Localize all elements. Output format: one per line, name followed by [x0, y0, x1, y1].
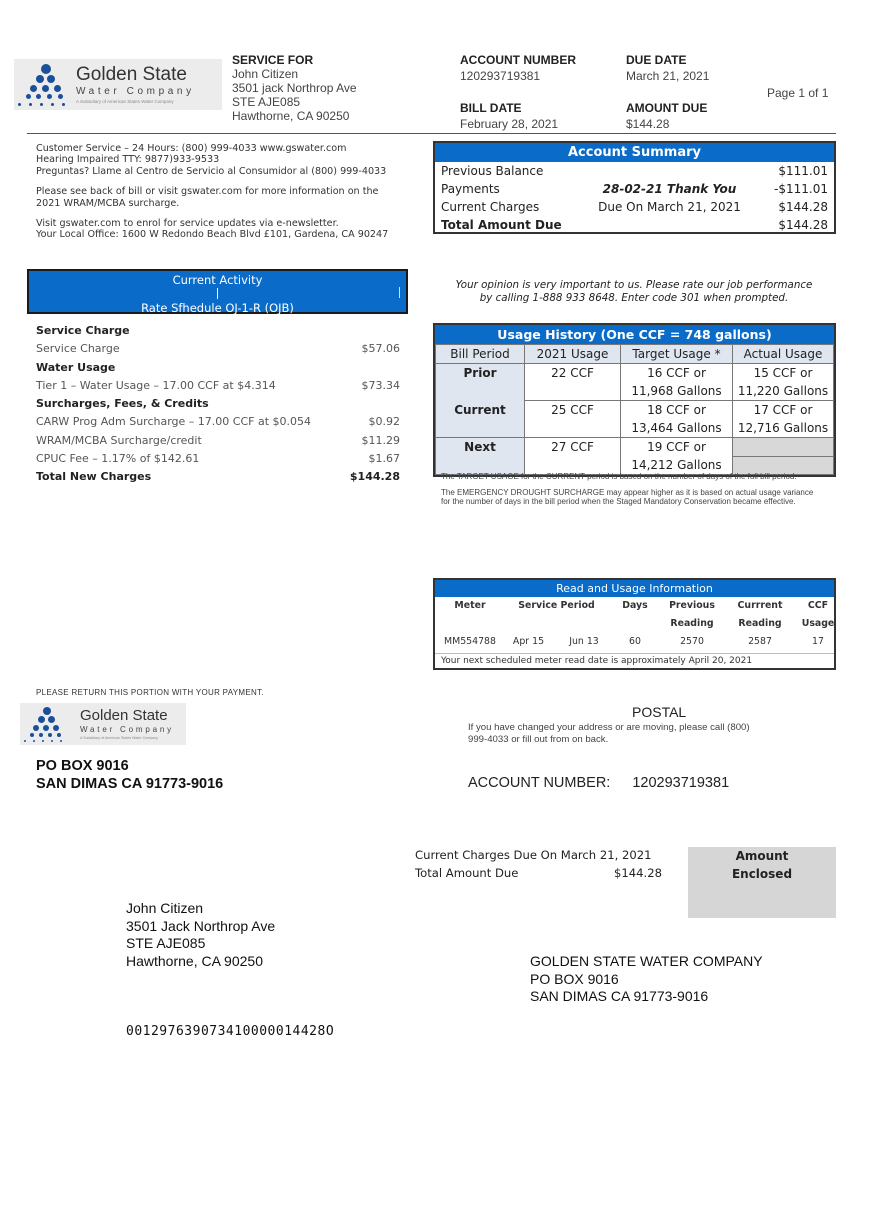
days: 60: [629, 636, 641, 647]
wram-note-line2: 2021 WRAM/MCBA surcharge.: [36, 197, 180, 209]
usage-history: [433, 323, 836, 477]
opinion-note: Your opinion is very important to us. Please rate our job performance by calling 1-888 933 8648. Enter code 301 when prompted.: [455, 279, 813, 304]
summary-row-previous-balance: Previous Balance $111.01: [441, 164, 828, 178]
stub-company-logo: Golden State Water Company A Subsidiary of American States Water Company: [20, 703, 186, 745]
customer-service-line: Customer Service – 24 Hours: (800) 999-4033 www.gswater.com: [36, 143, 347, 154]
drought-surcharge-note: The EMERGENCY DROUGHT SURCHARGE may appear higher as it is based on actual usage variance for the number of days in the bill period when the Staged Mandatory Conservation became effective.: [441, 487, 814, 506]
page-indicator: Page 1 of 1: [767, 86, 829, 100]
account-summary-title: Account Summary: [435, 143, 834, 162]
service-street: 3501 jack Northrop Ave: [232, 81, 357, 95]
usage-history-table: Bill Period 2021 Usage Target Usage * Actual Usage Prior 22 CCF 16 CCF or 15 CCF or 11,968 Gallons 11,220 Gallons Current 25 CCF 18 CCF or 17 CCF or 13,464 Gallons 12,716 Gallons Next 27 CCF 19 CCF or 14,212 Gallons: [435, 344, 834, 475]
stub-po-box: PO BOX 9016: [36, 758, 129, 774]
read-usage-table: Meter Service Period Days Previous Currrent CCF Reading Reading Usage MM554788 Apr 15 Jun 13 60 2570 2587 17: [435, 597, 834, 651]
usage-row-prior: Prior 22 CCF 16 CCF or 15 CCF or: [436, 364, 834, 383]
due-date-value: March 21, 2021: [626, 69, 710, 83]
activity-heading-service: Service Charge: [36, 324, 130, 337]
current-activity-list: [36, 322, 400, 487]
service-end: Jun 13: [569, 636, 599, 647]
previous-reading: 2570: [680, 636, 704, 647]
activity-row: Tier 1 – Water Usage – 17.00 CCF at $4.314 $73.34: [36, 378, 400, 392]
local-office-line: Your Local Office: 1600 W Redondo Beach Blvd £101, Gardena, CA 90247: [36, 229, 389, 241]
current-reading: 2587: [748, 636, 772, 647]
activity-heading-surcharges: Surcharges, Fees, & Credits: [36, 397, 209, 411]
amount-enclosed-field[interactable]: Amount Enclosed: [688, 847, 836, 918]
activity-row: Service Charge $57.06: [36, 342, 400, 356]
service-for-label: SERVICE FOR: [232, 53, 314, 67]
stub-current-charges: Current Charges Due On March 21, 2021: [415, 848, 652, 862]
spanish-line: Preguntas? Llame al Centro de Servicio al Consumidor al (800) 999-4033: [36, 165, 387, 177]
summary-row-total: Total Amount Due $144.28: [441, 218, 828, 232]
tty-line: Hearing Impaired TTY: 9877)933-9533: [36, 154, 220, 166]
activity-row: CARW Prog Adm Surcharge – 17.00 CCF at $0.054 $0.92: [36, 415, 400, 429]
stub-total-value: $144.28: [614, 866, 662, 880]
account-summary: [433, 141, 836, 234]
company-tagline: A Subsidiary of American States Water Company: [76, 98, 174, 104]
company-name: Golden State: [76, 63, 187, 85]
current-activity-header: [27, 269, 408, 314]
divider-tick-right: [399, 287, 400, 298]
summary-row-payments: Payments 28-02-21 Thank You -$111.01: [441, 182, 828, 196]
stub-charges: [415, 846, 662, 882]
postal-note: If you have changed your address or are moving, please call (800) 999-4033 or fill out from on back.: [468, 722, 750, 745]
current-activity-title: Current Activity: [172, 273, 263, 287]
service-suite: STE AJE085: [232, 95, 301, 109]
account-number-value: 120293719381: [460, 69, 541, 83]
read-usage-title: Read and Usage Information: [435, 580, 834, 597]
usage-notes: [441, 472, 821, 507]
company-subtitle: Water Company: [76, 85, 195, 97]
next-read-note: Your next scheduled meter read date is approximately April 20, 2021: [435, 653, 834, 668]
usage-history-title: Usage History (One CCF = 748 gallons): [435, 325, 834, 344]
header-divider: [27, 133, 836, 134]
postal-title: POSTAL: [632, 704, 687, 720]
meter-id: MM554788: [444, 636, 496, 647]
amount-due-label: AMOUNT DUE: [626, 101, 708, 115]
return-note: PLEASE RETURN THIS PORTION WITH YOUR PAYMENT.: [36, 688, 264, 697]
usage-row-next: Next 27 CCF 19 CCF or: [436, 438, 834, 457]
service-name: John Citizen: [232, 67, 299, 81]
due-date-block: [626, 53, 709, 83]
summary-row-current-charges: Current Charges Due On March 21, 2021 $144.28: [441, 200, 828, 214]
bill-date-block: [460, 101, 558, 131]
account-number-label: ACCOUNT NUMBER: [460, 53, 576, 67]
stub-remit-block: [36, 758, 223, 793]
wram-note-line1: Please see back of bill or visit gswater.com for more information on the: [36, 186, 379, 198]
bill-date-value: February 28, 2021: [460, 117, 559, 131]
due-date-label: DUE DATE: [626, 53, 687, 67]
ccf-usage: 17: [812, 636, 824, 647]
stub-account-number-value: 120293719381: [632, 775, 730, 791]
stub-city: SAN DIMAS CA 91773-9016: [36, 775, 224, 792]
customer-mailing-address: John Citizen 3501 Jack Northrop Ave STE AJE085 Hawthorne, CA 90250: [126, 900, 276, 969]
water-drops-icon: [14, 59, 76, 110]
water-drops-icon: [20, 703, 72, 745]
contact-info: [36, 143, 426, 241]
amount-due-block: [626, 101, 707, 131]
activity-row: CPUC Fee – 1.17% of $142.61 $1.67: [36, 452, 400, 466]
service-for-block: [232, 53, 357, 123]
bill-date-label: BILL DATE: [460, 101, 522, 115]
target-usage-note: The TARGET USAGE for the CURRENT period is based on the number of days of the full bill period.: [441, 472, 797, 481]
stub-account-number: [468, 775, 729, 791]
stub-total-label: Total Amount Due: [415, 866, 519, 880]
divider-tick: [217, 288, 218, 299]
activity-heading-water: Water Usage: [36, 360, 116, 374]
account-number-block: [460, 53, 576, 83]
read-usage-info: [433, 578, 836, 670]
service-city: Hawthorne, CA 90250: [232, 109, 350, 123]
rate-schedule: Rate Sfhedule OJ-1-R (OJB): [141, 301, 294, 315]
stub-account-number-label: ACCOUNT NUMBER:: [468, 775, 611, 791]
amount-due-value: $144.28: [626, 117, 670, 131]
usage-row-current: Current 25 CCF 18 CCF or 17 CCF or: [436, 401, 834, 420]
company-logo: [14, 59, 222, 110]
activity-row: WRAM/MCBA Surcharge/credit $11.29: [36, 433, 400, 447]
remit-address: GOLDEN STATE WATER COMPANY PO BOX 9016 SAN DIMAS CA 91773-9016: [530, 953, 763, 1004]
activity-total: Total New Charges $144.28: [36, 470, 400, 484]
service-start: Apr 15: [512, 636, 545, 647]
scanline: 001297639073410000014428O: [126, 1024, 335, 1039]
newsletter-line: Visit gswater.com to enrol for service updates via e-newsletter.: [36, 218, 339, 230]
